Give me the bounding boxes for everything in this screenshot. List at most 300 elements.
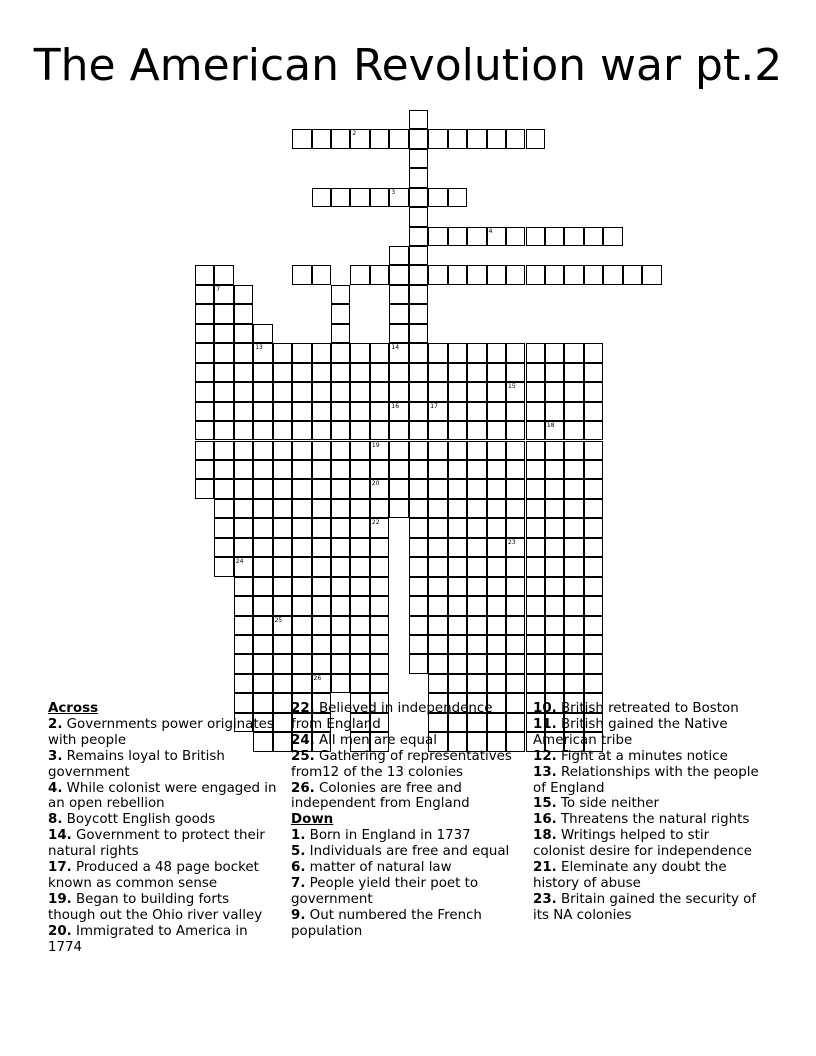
grid-cell[interactable] <box>584 382 603 401</box>
grid-cell[interactable] <box>526 616 545 635</box>
grid-cell[interactable] <box>506 382 525 401</box>
grid-cell[interactable] <box>506 596 525 615</box>
grid-cell[interactable] <box>409 149 428 168</box>
grid-cell[interactable] <box>526 538 545 557</box>
grid-cell[interactable] <box>564 635 583 654</box>
grid-cell[interactable] <box>234 304 253 323</box>
grid-cell[interactable] <box>350 265 369 284</box>
grid-cell[interactable] <box>234 363 253 382</box>
grid-cell[interactable] <box>564 363 583 382</box>
grid-cell[interactable] <box>331 324 350 343</box>
grid-cell[interactable] <box>234 499 253 518</box>
grid-cell[interactable] <box>409 168 428 187</box>
grid-cell[interactable] <box>234 616 253 635</box>
grid-cell[interactable] <box>487 674 506 693</box>
grid-cell[interactable] <box>312 518 331 537</box>
grid-cell[interactable] <box>234 538 253 557</box>
grid-cell[interactable] <box>409 479 428 498</box>
grid-cell[interactable] <box>584 460 603 479</box>
grid-cell[interactable] <box>448 538 467 557</box>
grid-cell[interactable] <box>350 674 369 693</box>
grid-cell[interactable] <box>234 596 253 615</box>
grid-cell[interactable] <box>448 674 467 693</box>
grid-cell[interactable] <box>448 616 467 635</box>
grid-cell[interactable] <box>214 265 233 284</box>
grid-cell[interactable] <box>409 207 428 226</box>
grid-cell[interactable] <box>273 654 292 673</box>
grid-cell[interactable] <box>312 460 331 479</box>
grid-cell[interactable] <box>234 285 253 304</box>
grid-cell[interactable] <box>389 246 408 265</box>
grid-cell[interactable] <box>350 343 369 362</box>
grid-cell[interactable] <box>506 674 525 693</box>
grid-cell[interactable] <box>584 654 603 673</box>
grid-cell[interactable] <box>273 421 292 440</box>
grid-cell[interactable] <box>409 304 428 323</box>
grid-cell[interactable] <box>526 479 545 498</box>
grid-cell[interactable] <box>389 129 408 148</box>
grid-cell[interactable] <box>195 324 214 343</box>
grid-cell[interactable] <box>253 577 272 596</box>
grid-cell[interactable] <box>564 479 583 498</box>
grid-cell[interactable] <box>312 654 331 673</box>
grid-cell[interactable] <box>428 227 447 246</box>
grid-cell[interactable] <box>564 654 583 673</box>
grid-cell[interactable] <box>545 518 564 537</box>
grid-cell[interactable] <box>448 227 467 246</box>
grid-cell[interactable] <box>564 402 583 421</box>
grid-cell[interactable] <box>526 382 545 401</box>
grid-cell[interactable] <box>526 674 545 693</box>
grid-cell[interactable] <box>603 265 622 284</box>
grid-cell[interactable] <box>428 188 447 207</box>
grid-cell[interactable] <box>389 441 408 460</box>
grid-cell[interactable] <box>487 557 506 576</box>
grid-cell[interactable] <box>350 616 369 635</box>
grid-cell[interactable] <box>526 577 545 596</box>
grid-cell[interactable] <box>526 518 545 537</box>
grid-cell[interactable] <box>526 343 545 362</box>
grid-cell[interactable] <box>253 635 272 654</box>
grid-cell[interactable] <box>350 441 369 460</box>
grid-cell[interactable] <box>370 538 389 557</box>
grid-cell[interactable] <box>487 402 506 421</box>
grid-cell[interactable] <box>506 499 525 518</box>
grid-cell[interactable] <box>350 557 369 576</box>
grid-cell[interactable] <box>389 324 408 343</box>
grid-cell[interactable] <box>487 538 506 557</box>
grid-cell[interactable] <box>428 460 447 479</box>
grid-cell[interactable] <box>214 557 233 576</box>
grid-cell[interactable] <box>195 363 214 382</box>
grid-cell[interactable] <box>642 265 661 284</box>
grid-cell[interactable] <box>312 421 331 440</box>
grid-cell[interactable] <box>253 363 272 382</box>
grid-cell[interactable] <box>409 518 428 537</box>
grid-cell[interactable] <box>331 499 350 518</box>
grid-cell[interactable] <box>467 596 486 615</box>
grid-cell[interactable] <box>584 441 603 460</box>
grid-cell[interactable] <box>545 577 564 596</box>
grid-cell[interactable] <box>195 343 214 362</box>
grid-cell[interactable] <box>312 129 331 148</box>
grid-cell[interactable] <box>370 635 389 654</box>
grid-cell[interactable] <box>370 421 389 440</box>
grid-cell[interactable] <box>312 343 331 362</box>
grid-cell[interactable] <box>545 674 564 693</box>
grid-cell[interactable] <box>389 479 408 498</box>
grid-cell[interactable] <box>487 479 506 498</box>
grid-cell[interactable] <box>564 343 583 362</box>
grid-cell[interactable] <box>331 402 350 421</box>
grid-cell[interactable] <box>350 421 369 440</box>
grid-cell[interactable] <box>448 479 467 498</box>
grid-cell[interactable] <box>370 616 389 635</box>
grid-cell[interactable] <box>195 382 214 401</box>
grid-cell[interactable] <box>234 343 253 362</box>
grid-cell[interactable] <box>292 441 311 460</box>
grid-cell[interactable] <box>273 557 292 576</box>
grid-cell[interactable] <box>487 129 506 148</box>
grid-cell[interactable] <box>253 479 272 498</box>
grid-cell[interactable] <box>350 129 369 148</box>
grid-cell[interactable] <box>467 499 486 518</box>
grid-cell[interactable] <box>409 188 428 207</box>
grid-cell[interactable] <box>292 421 311 440</box>
grid-cell[interactable] <box>214 343 233 362</box>
grid-cell[interactable] <box>428 421 447 440</box>
grid-cell[interactable] <box>467 577 486 596</box>
grid-cell[interactable] <box>214 479 233 498</box>
grid-cell[interactable] <box>409 596 428 615</box>
grid-cell[interactable] <box>195 402 214 421</box>
grid-cell[interactable] <box>448 596 467 615</box>
grid-cell[interactable] <box>273 402 292 421</box>
grid-cell[interactable] <box>545 635 564 654</box>
grid-cell[interactable] <box>292 265 311 284</box>
grid-cell[interactable] <box>195 441 214 460</box>
grid-cell[interactable] <box>467 421 486 440</box>
grid-cell[interactable] <box>312 382 331 401</box>
grid-cell[interactable] <box>253 654 272 673</box>
grid-cell[interactable] <box>506 460 525 479</box>
grid-cell[interactable] <box>584 343 603 362</box>
grid-cell[interactable] <box>545 421 564 440</box>
grid-cell[interactable] <box>564 674 583 693</box>
grid-cell[interactable] <box>312 577 331 596</box>
grid-cell[interactable] <box>428 343 447 362</box>
grid-cell[interactable] <box>409 577 428 596</box>
grid-cell[interactable] <box>448 129 467 148</box>
grid-cell[interactable] <box>273 499 292 518</box>
grid-cell[interactable] <box>195 479 214 498</box>
grid-cell[interactable] <box>312 499 331 518</box>
grid-cell[interactable] <box>312 479 331 498</box>
grid-cell[interactable] <box>467 460 486 479</box>
grid-cell[interactable] <box>428 654 447 673</box>
grid-cell[interactable] <box>526 654 545 673</box>
grid-cell[interactable] <box>331 304 350 323</box>
grid-cell[interactable] <box>370 518 389 537</box>
grid-cell[interactable] <box>448 518 467 537</box>
grid-cell[interactable] <box>409 265 428 284</box>
grid-cell[interactable] <box>487 635 506 654</box>
grid-cell[interactable] <box>234 382 253 401</box>
grid-cell[interactable] <box>292 499 311 518</box>
grid-cell[interactable] <box>467 616 486 635</box>
grid-cell[interactable] <box>506 518 525 537</box>
grid-cell[interactable] <box>428 635 447 654</box>
grid-cell[interactable] <box>234 557 253 576</box>
grid-cell[interactable] <box>292 343 311 362</box>
grid-cell[interactable] <box>234 674 253 693</box>
grid-cell[interactable] <box>350 499 369 518</box>
grid-cell[interactable] <box>564 538 583 557</box>
grid-cell[interactable] <box>409 441 428 460</box>
grid-cell[interactable] <box>350 596 369 615</box>
grid-cell[interactable] <box>467 635 486 654</box>
grid-cell[interactable] <box>195 421 214 440</box>
grid-cell[interactable] <box>331 577 350 596</box>
grid-cell[interactable] <box>331 460 350 479</box>
grid-cell[interactable] <box>409 129 428 148</box>
grid-cell[interactable] <box>273 363 292 382</box>
grid-cell[interactable] <box>331 441 350 460</box>
grid-cell[interactable] <box>234 441 253 460</box>
grid-cell[interactable] <box>253 596 272 615</box>
grid-cell[interactable] <box>584 265 603 284</box>
grid-cell[interactable] <box>428 441 447 460</box>
grid-cell[interactable] <box>428 382 447 401</box>
grid-cell[interactable] <box>350 479 369 498</box>
grid-cell[interactable] <box>214 402 233 421</box>
grid-cell[interactable] <box>234 421 253 440</box>
grid-cell[interactable] <box>273 538 292 557</box>
grid-cell[interactable] <box>526 227 545 246</box>
grid-cell[interactable] <box>428 479 447 498</box>
grid-cell[interactable] <box>214 304 233 323</box>
grid-cell[interactable] <box>564 421 583 440</box>
grid-cell[interactable] <box>312 557 331 576</box>
grid-cell[interactable] <box>584 227 603 246</box>
grid-cell[interactable] <box>409 402 428 421</box>
grid-cell[interactable] <box>312 674 331 693</box>
grid-cell[interactable] <box>487 441 506 460</box>
grid-cell[interactable] <box>370 557 389 576</box>
grid-cell[interactable] <box>409 324 428 343</box>
grid-cell[interactable] <box>448 343 467 362</box>
grid-cell[interactable] <box>545 596 564 615</box>
grid-cell[interactable] <box>584 402 603 421</box>
grid-cell[interactable] <box>506 265 525 284</box>
grid-cell[interactable] <box>584 596 603 615</box>
grid-cell[interactable] <box>545 499 564 518</box>
grid-cell[interactable] <box>350 363 369 382</box>
grid-cell[interactable] <box>234 324 253 343</box>
grid-cell[interactable] <box>331 538 350 557</box>
grid-cell[interactable] <box>428 577 447 596</box>
grid-cell[interactable] <box>487 518 506 537</box>
grid-cell[interactable] <box>292 363 311 382</box>
grid-cell[interactable] <box>409 557 428 576</box>
grid-cell[interactable] <box>506 557 525 576</box>
grid-cell[interactable] <box>292 538 311 557</box>
grid-cell[interactable] <box>506 479 525 498</box>
grid-cell[interactable] <box>428 129 447 148</box>
grid-cell[interactable] <box>370 654 389 673</box>
grid-cell[interactable] <box>467 129 486 148</box>
grid-cell[interactable] <box>350 518 369 537</box>
grid-cell[interactable] <box>467 227 486 246</box>
grid-cell[interactable] <box>467 538 486 557</box>
grid-cell[interactable] <box>487 227 506 246</box>
grid-cell[interactable] <box>564 265 583 284</box>
grid-cell[interactable] <box>526 363 545 382</box>
grid-cell[interactable] <box>350 654 369 673</box>
grid-cell[interactable] <box>350 538 369 557</box>
grid-cell[interactable] <box>564 460 583 479</box>
grid-cell[interactable] <box>545 479 564 498</box>
grid-cell[interactable] <box>312 596 331 615</box>
grid-cell[interactable] <box>312 441 331 460</box>
grid-cell[interactable] <box>487 265 506 284</box>
grid-cell[interactable] <box>370 577 389 596</box>
grid-cell[interactable] <box>214 441 233 460</box>
grid-cell[interactable] <box>331 343 350 362</box>
grid-cell[interactable] <box>487 382 506 401</box>
grid-cell[interactable] <box>487 577 506 596</box>
grid-cell[interactable] <box>603 227 622 246</box>
grid-cell[interactable] <box>273 382 292 401</box>
grid-cell[interactable] <box>292 402 311 421</box>
grid-cell[interactable] <box>331 518 350 537</box>
grid-cell[interactable] <box>467 674 486 693</box>
grid-cell[interactable] <box>389 363 408 382</box>
grid-cell[interactable] <box>448 460 467 479</box>
grid-cell[interactable] <box>487 421 506 440</box>
grid-cell[interactable] <box>584 518 603 537</box>
grid-cell[interactable] <box>331 635 350 654</box>
grid-cell[interactable] <box>448 441 467 460</box>
grid-cell[interactable] <box>253 441 272 460</box>
grid-cell[interactable] <box>292 557 311 576</box>
grid-cell[interactable] <box>389 285 408 304</box>
grid-cell[interactable] <box>584 538 603 557</box>
grid-cell[interactable] <box>195 304 214 323</box>
grid-cell[interactable] <box>448 265 467 284</box>
grid-cell[interactable] <box>506 227 525 246</box>
grid-cell[interactable] <box>584 363 603 382</box>
grid-cell[interactable] <box>506 577 525 596</box>
grid-cell[interactable] <box>545 382 564 401</box>
grid-cell[interactable] <box>331 616 350 635</box>
grid-cell[interactable] <box>331 557 350 576</box>
grid-cell[interactable] <box>370 674 389 693</box>
grid-cell[interactable] <box>331 674 350 693</box>
grid-cell[interactable] <box>526 460 545 479</box>
grid-cell[interactable] <box>564 616 583 635</box>
grid-cell[interactable] <box>467 382 486 401</box>
grid-cell[interactable] <box>564 499 583 518</box>
grid-cell[interactable] <box>428 499 447 518</box>
grid-cell[interactable] <box>214 499 233 518</box>
grid-cell[interactable] <box>370 188 389 207</box>
grid-cell[interactable] <box>409 343 428 362</box>
grid-cell[interactable] <box>409 538 428 557</box>
grid-cell[interactable] <box>389 402 408 421</box>
grid-cell[interactable] <box>331 421 350 440</box>
grid-cell[interactable] <box>195 460 214 479</box>
grid-cell[interactable] <box>467 402 486 421</box>
grid-cell[interactable] <box>409 460 428 479</box>
grid-cell[interactable] <box>526 129 545 148</box>
grid-cell[interactable] <box>409 110 428 129</box>
grid-cell[interactable] <box>564 577 583 596</box>
grid-cell[interactable] <box>584 479 603 498</box>
grid-cell[interactable] <box>331 129 350 148</box>
grid-cell[interactable] <box>331 188 350 207</box>
grid-cell[interactable] <box>389 265 408 284</box>
grid-cell[interactable] <box>545 343 564 362</box>
grid-cell[interactable] <box>564 596 583 615</box>
grid-cell[interactable] <box>253 460 272 479</box>
grid-cell[interactable] <box>389 499 408 518</box>
grid-cell[interactable] <box>448 499 467 518</box>
grid-cell[interactable] <box>331 382 350 401</box>
grid-cell[interactable] <box>389 421 408 440</box>
grid-cell[interactable] <box>545 616 564 635</box>
grid-cell[interactable] <box>273 635 292 654</box>
grid-cell[interactable] <box>526 421 545 440</box>
grid-cell[interactable] <box>584 499 603 518</box>
grid-cell[interactable] <box>467 363 486 382</box>
grid-cell[interactable] <box>370 499 389 518</box>
grid-cell[interactable] <box>214 460 233 479</box>
grid-cell[interactable] <box>253 674 272 693</box>
grid-cell[interactable] <box>253 616 272 635</box>
grid-cell[interactable] <box>214 538 233 557</box>
grid-cell[interactable] <box>428 674 447 693</box>
grid-cell[interactable] <box>234 479 253 498</box>
grid-cell[interactable] <box>350 382 369 401</box>
grid-cell[interactable] <box>448 654 467 673</box>
grid-cell[interactable] <box>506 441 525 460</box>
grid-cell[interactable] <box>526 402 545 421</box>
grid-cell[interactable] <box>214 382 233 401</box>
grid-cell[interactable] <box>409 246 428 265</box>
grid-cell[interactable] <box>273 479 292 498</box>
grid-cell[interactable] <box>292 635 311 654</box>
grid-cell[interactable] <box>506 363 525 382</box>
grid-cell[interactable] <box>292 674 311 693</box>
grid-cell[interactable] <box>623 265 642 284</box>
grid-cell[interactable] <box>448 363 467 382</box>
grid-cell[interactable] <box>234 635 253 654</box>
grid-cell[interactable] <box>292 577 311 596</box>
grid-cell[interactable] <box>292 382 311 401</box>
grid-cell[interactable] <box>584 674 603 693</box>
grid-cell[interactable] <box>409 499 428 518</box>
grid-cell[interactable] <box>564 557 583 576</box>
grid-cell[interactable] <box>448 577 467 596</box>
grid-cell[interactable] <box>350 460 369 479</box>
grid-cell[interactable] <box>545 557 564 576</box>
grid-cell[interactable] <box>545 363 564 382</box>
grid-cell[interactable] <box>448 382 467 401</box>
grid-cell[interactable] <box>428 402 447 421</box>
grid-cell[interactable] <box>350 635 369 654</box>
grid-cell[interactable] <box>195 265 214 284</box>
